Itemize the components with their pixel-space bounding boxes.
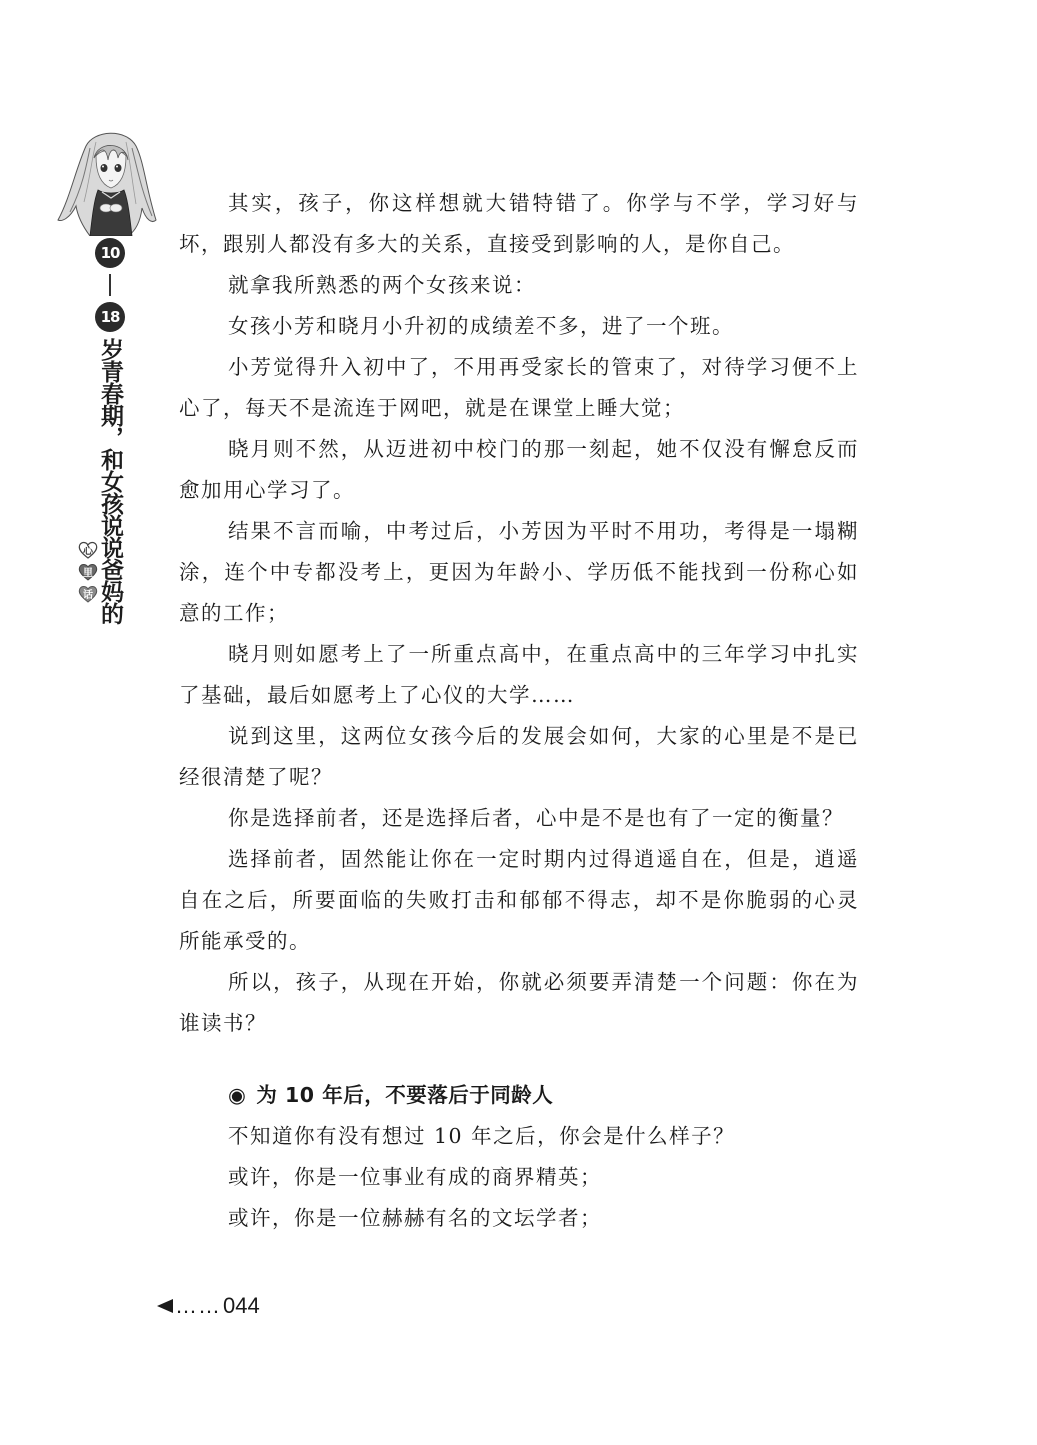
paragraph: 选择前者，固然能让你在一定时期内过得逍遥自在，但是，逍遥自在之后，所要面临的失败打击和郁郁不得志，却不是你脆弱的心灵所能承受的。 <box>179 847 859 953</box>
heart-column <box>78 540 98 604</box>
side-banner <box>56 128 160 628</box>
paragraph: 其实，孩子，你这样想就大错特错了。你学与不学，学习好与坏，跟别人都没有多大的关系，直接受到影响的人，是你自己。 <box>179 191 859 256</box>
age-end-badge: 18 <box>95 302 125 332</box>
paragraph: 就拿我所熟悉的两个女孩来说： <box>228 273 536 297</box>
paragraph: 或许，你是一位事业有成的商界精英； <box>228 1165 602 1189</box>
section-heading-text: 为 10 年后，不要落后于同龄人 <box>256 1083 554 1107</box>
paragraph: 或许，你是一位赫赫有名的文坛学者； <box>228 1206 602 1230</box>
paragraph: 小芳觉得升入初中了，不用再受家长的管束了，对待学习便不上心了，每天不是流连于网吧，就是在课堂上睡大觉； <box>179 355 859 420</box>
heart-label: 里 <box>83 567 93 579</box>
heart-label: 心 <box>83 545 93 557</box>
paragraph: 你是选择前者，还是选择后者，心中是不是也有了一定的衡量？ <box>228 806 844 830</box>
page-number-value: 044 <box>223 1293 260 1318</box>
age-start-badge: 10 <box>95 238 125 268</box>
paragraph: 女孩小芳和晓月小升初的成绩差不多，进了一个班。 <box>228 314 734 338</box>
paragraph: 晓月则如愿考上了一所重点高中，在重点高中的三年学习中扎实了基础，最后如愿考上了心仪的大学…… <box>179 642 859 707</box>
series-title-text: 岁青春期，和女孩说说爸妈的 <box>97 338 123 624</box>
page-number <box>157 1293 260 1319</box>
heart-icon <box>78 562 98 582</box>
heart-label: 话 <box>83 589 93 601</box>
left-arrow-icon <box>157 1299 173 1313</box>
paragraph: 说到这里，这两位女孩今后的发展会如何，大家的心里是不是已经很清楚了呢？ <box>179 724 859 789</box>
paragraph: 结果不言而喻，中考过后，小芳因为平时不用功，考得是一塌糊涂，连个中专都没考上，更因为年龄小、学历低不能找到一份称心如意的工作； <box>179 519 859 625</box>
section-heading <box>179 1075 859 1116</box>
paragraph: 所以，孩子，从现在开始，你就必须要弄清楚一个问题：你在为谁读书？ <box>179 970 859 1035</box>
paragraph: 晓月则不然，从迈进初中校门的那一刻起，她不仅没有懈怠反而愈加用心学习了。 <box>179 437 859 502</box>
dash-divider <box>109 274 111 296</box>
paragraph: 不知道你有没有想过 10 年之后，你会是什么样子？ <box>228 1124 736 1148</box>
girl-illustration <box>56 128 160 236</box>
heart-icon <box>78 540 98 560</box>
heart-icon <box>78 584 98 604</box>
bullet-icon: ◉ <box>228 1083 247 1107</box>
page-body <box>179 183 859 1239</box>
page-number-dots: …… <box>175 1293 221 1318</box>
